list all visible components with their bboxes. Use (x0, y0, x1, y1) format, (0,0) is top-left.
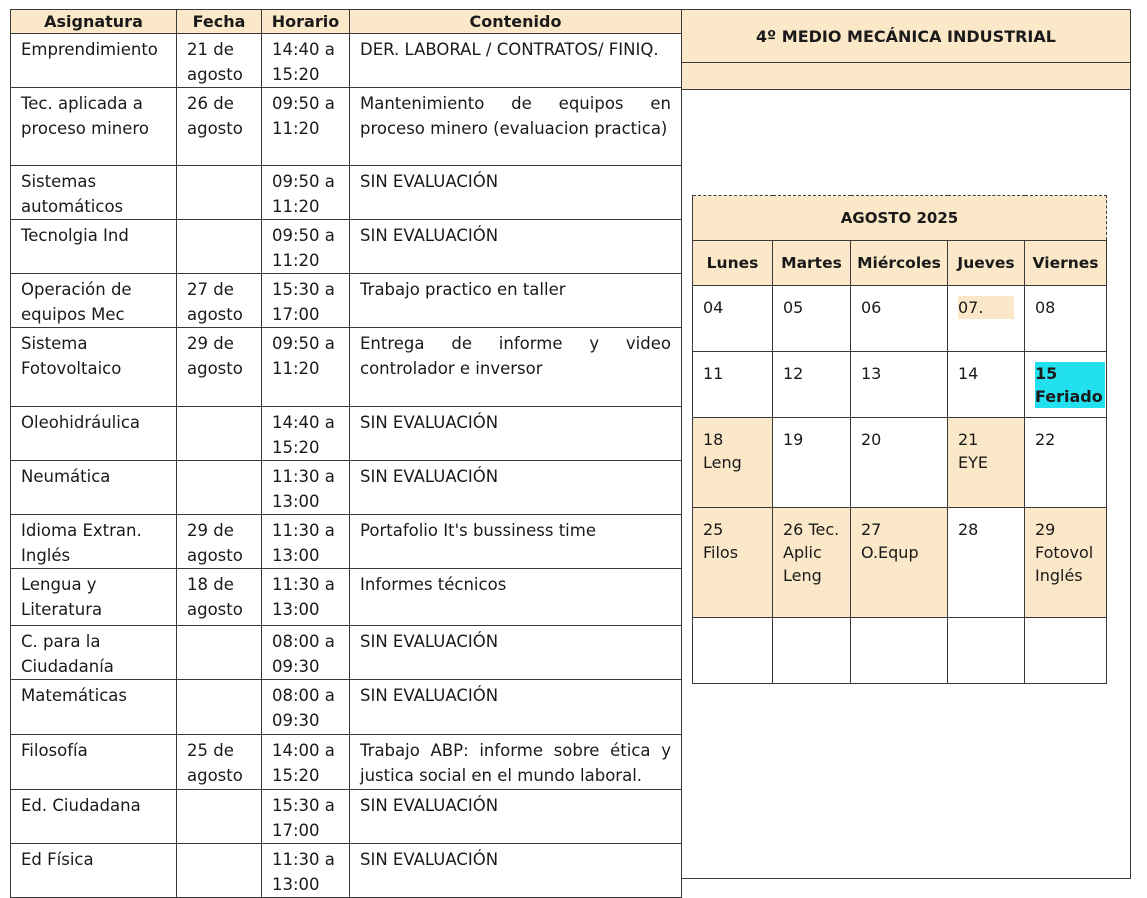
content-cell: SIN EVALUACIÓN (350, 790, 682, 844)
day-number: 15 (1035, 364, 1058, 383)
content-cell: Informes técnicos (350, 569, 682, 626)
day-number: 27 (861, 520, 882, 539)
content-cell: SIN EVALUACIÓN (350, 680, 682, 735)
day-number: 21 (958, 430, 979, 449)
day-label: Leng (703, 453, 742, 472)
calendar-day-cell (948, 508, 1025, 618)
evaluation-schedule-table (10, 9, 682, 898)
calendar-day-cell (948, 352, 1025, 418)
subject-cell: C. para la Ciudadanía (11, 626, 177, 680)
day-number: 04 (703, 298, 724, 317)
holiday-marker (1035, 362, 1105, 408)
calendar-day-cell (693, 508, 773, 618)
date-cell (177, 166, 262, 220)
calendar-day-cell (851, 286, 948, 352)
content-cell: SIN EVALUACIÓN (350, 407, 682, 461)
subject-cell: Neumática (11, 461, 177, 515)
header-time: Horario (262, 10, 350, 34)
day-label: Filos (703, 543, 739, 562)
subject-cell: Filosofía (11, 735, 177, 790)
subject-cell: Sistema Fotovoltaico (11, 328, 177, 407)
date-cell: 25 de agosto (177, 735, 262, 790)
date-cell: 29 de agosto (177, 328, 262, 407)
calendar-day-cell (851, 418, 948, 508)
weekday-viernes: Viernes (1025, 241, 1107, 286)
calendar-week-row (693, 418, 1107, 508)
schedule-row (11, 88, 682, 166)
calendar-day-cell (773, 418, 851, 508)
subject-cell: Tec. aplicada a proceso minero (11, 88, 177, 166)
date-cell (177, 220, 262, 274)
calendar-day-cell (948, 618, 1025, 684)
day-number: 05 (783, 298, 804, 317)
content-cell: Entrega de informe y video controlador e inversor (350, 328, 682, 407)
calendar-day-cell (851, 352, 948, 418)
calendar-day-cell (693, 618, 773, 684)
time-cell: 11:30 a 13:00 (262, 461, 350, 515)
day-number: 20 (861, 430, 882, 449)
schedule-row (11, 461, 682, 515)
time-cell: 09:50 a 11:20 (262, 220, 350, 274)
day-label: O.Equp (861, 543, 919, 562)
calendar-day-cell (1025, 418, 1107, 508)
schedule-row (11, 680, 682, 735)
date-cell (177, 790, 262, 844)
calendar-week-row (693, 508, 1107, 618)
calendar-week-row (693, 352, 1107, 418)
calendar-day-cell (693, 352, 773, 418)
calendar-day-cell (693, 418, 773, 508)
time-cell: 14:40 a 15:20 (262, 34, 350, 88)
content-cell: Trabajo ABP: informe sobre ética y justica social en el mundo laboral. (350, 735, 682, 790)
content-cell: SIN EVALUACIÓN (350, 844, 682, 898)
time-cell: 14:00 a 15:20 (262, 735, 350, 790)
content-cell: Portafolio It's bussiness time (350, 515, 682, 569)
header-subject: Asignatura (11, 10, 177, 34)
day-number: 14 (958, 364, 979, 383)
time-cell: 09:50 a 11:20 (262, 166, 350, 220)
date-cell (177, 461, 262, 515)
schedule-row (11, 844, 682, 898)
subject-cell: Oleohidráulica (11, 407, 177, 461)
day-label: Fotovol (1035, 543, 1094, 562)
day-number: 12 (783, 364, 804, 383)
day-label: Leng (783, 566, 822, 585)
day-number: 19 (783, 430, 804, 449)
schedule-row (11, 274, 682, 328)
subject-cell: Sistemas automáticos (11, 166, 177, 220)
day-number: 07. (958, 296, 1014, 319)
day-label: EYE (958, 453, 988, 472)
weekday-miercoles: Miércoles (851, 241, 948, 286)
calendar-day-cell (851, 618, 948, 684)
date-cell: 29 de agosto (177, 515, 262, 569)
schedule-row (11, 328, 682, 407)
content-cell: SIN EVALUACIÓN (350, 461, 682, 515)
schedule-row (11, 166, 682, 220)
schedule-header-row (11, 10, 682, 34)
schedule-row (11, 626, 682, 680)
calendar-day-cell (948, 418, 1025, 508)
calendar-week-row (693, 286, 1107, 352)
schedule-row (11, 735, 682, 790)
content-cell: SIN EVALUACIÓN (350, 626, 682, 680)
time-cell: 11:30 a 13:00 (262, 515, 350, 569)
subject-cell: Matemáticas (11, 680, 177, 735)
day-number: 08 (1035, 298, 1056, 317)
calendar-week-row (693, 618, 1107, 684)
schedule-row (11, 569, 682, 626)
schedule-row (11, 790, 682, 844)
schedule-row (11, 34, 682, 88)
day-number: 18 (703, 430, 724, 449)
day-number: 29 (1035, 520, 1056, 539)
schedule-row (11, 220, 682, 274)
content-cell: SIN EVALUACIÓN (350, 166, 682, 220)
subject-cell: Idioma Extran. Inglés (11, 515, 177, 569)
subject-cell: Ed. Ciudadana (11, 790, 177, 844)
time-cell: 08:00 a 09:30 (262, 626, 350, 680)
calendar-day-cell (773, 508, 851, 618)
date-cell (177, 844, 262, 898)
time-cell: 11:30 a 13:00 (262, 569, 350, 626)
schedule-row (11, 407, 682, 461)
weekday-jueves: Jueves (948, 241, 1025, 286)
day-number: 28 (958, 520, 979, 539)
date-cell (177, 626, 262, 680)
day-number: 11 (703, 364, 724, 383)
calendar-day-cell (1025, 352, 1107, 418)
calendar-day-cell (1025, 508, 1107, 618)
time-cell: 14:40 a 15:20 (262, 407, 350, 461)
date-cell (177, 407, 262, 461)
time-cell: 11:30 a 13:00 (262, 844, 350, 898)
time-cell: 15:30 a 17:00 (262, 274, 350, 328)
date-cell: 26 de agosto (177, 88, 262, 166)
content-cell: DER. LABORAL / CONTRATOS/ FINIQ. (350, 34, 682, 88)
date-cell: 27 de agosto (177, 274, 262, 328)
day-number: 26 Tec. (783, 520, 840, 539)
weekday-martes: Martes (773, 241, 851, 286)
banner-strip (682, 63, 1130, 90)
calendar-day-cell (851, 508, 948, 618)
header-date: Fecha (177, 10, 262, 34)
course-title: 4º MEDIO MECÁNICA INDUSTRIAL (756, 26, 1056, 46)
calendar-day-cell (773, 286, 851, 352)
calendar-day-cell (1025, 286, 1107, 352)
day-number: 13 (861, 364, 882, 383)
day-number: 06 (861, 298, 882, 317)
schedule-row (11, 515, 682, 569)
header-content: Contenido (350, 10, 682, 34)
weekday-lunes: Lunes (693, 241, 773, 286)
date-cell: 21 de agosto (177, 34, 262, 88)
subject-cell: Emprendimiento (11, 34, 177, 88)
content-cell: SIN EVALUACIÓN (350, 220, 682, 274)
calendar-day-cell (948, 286, 1025, 352)
day-label: Feriado (1035, 387, 1103, 406)
day-number: 25 (703, 520, 724, 539)
day-number: 22 (1035, 430, 1056, 449)
subject-cell: Ed Física (11, 844, 177, 898)
calendar-day-cell (773, 618, 851, 684)
day-label: Aplic (783, 543, 822, 562)
calendar-title: AGOSTO 2025 (693, 196, 1107, 241)
august-calendar (692, 195, 1107, 684)
date-cell (177, 680, 262, 735)
time-cell: 08:00 a 09:30 (262, 680, 350, 735)
calendar-day-cell (693, 286, 773, 352)
time-cell: 15:30 a 17:00 (262, 790, 350, 844)
subject-cell: Lengua y Literatura (11, 569, 177, 626)
date-cell: 18 de agosto (177, 569, 262, 626)
time-cell: 09:50 a 11:20 (262, 88, 350, 166)
course-banner (682, 10, 1130, 63)
calendar-day-cell (773, 352, 851, 418)
calendar-day-cell (1025, 618, 1107, 684)
time-cell: 09:50 a 11:20 (262, 328, 350, 407)
day-label: Inglés (1035, 566, 1083, 585)
subject-cell: Operación de equipos Mec (11, 274, 177, 328)
content-cell: Mantenimiento de equipos en proceso minero (evaluacion practica) (350, 88, 682, 166)
content-cell: Trabajo practico en taller (350, 274, 682, 328)
calendar-weekday-row (693, 241, 1107, 286)
subject-cell: Tecnolgia Ind (11, 220, 177, 274)
